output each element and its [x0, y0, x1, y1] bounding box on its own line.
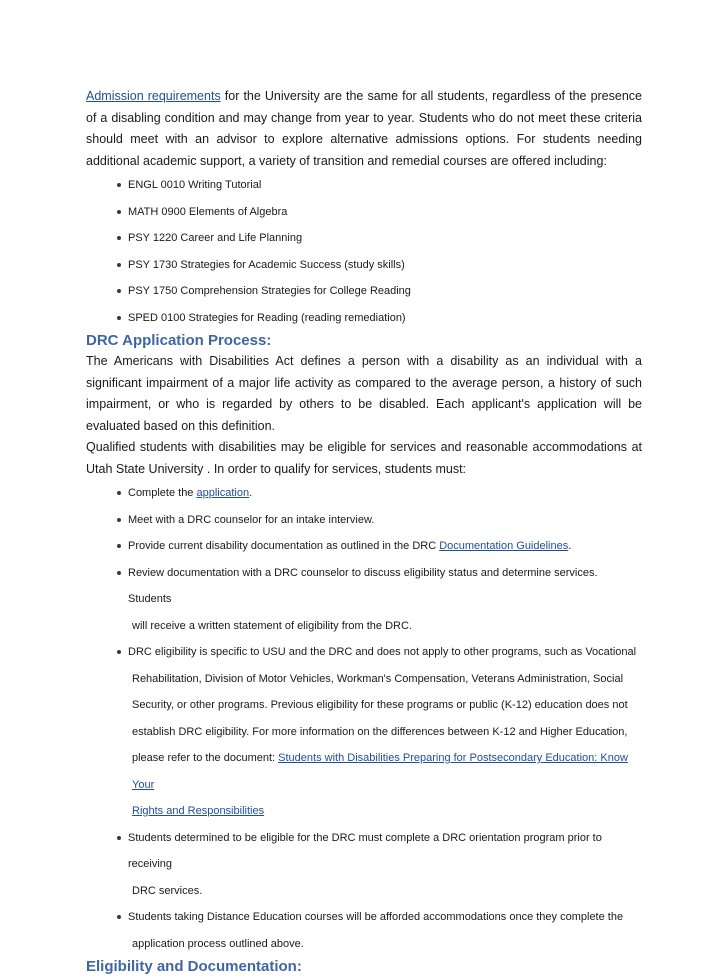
list-item: Provide current disability documentation as outlined in the DRC Documentation Guidelines.	[86, 533, 642, 560]
documentation-guidelines-link[interactable]: Documentation Guidelines	[439, 540, 569, 552]
eligibility-documentation-heading: Eligibility and Documentation:	[86, 958, 302, 975]
document-page	[86, 86, 642, 977]
requirements-list	[86, 480, 642, 957]
list-item: PSY 1730 Strategies for Academic Success (study skills)	[86, 252, 642, 279]
application-link[interactable]: application	[196, 487, 250, 499]
list-item: PSY 1750 Comprehension Strategies for College Reading	[86, 278, 642, 305]
admission-requirements-link[interactable]: Admission requirements	[86, 89, 221, 103]
rights-responsibilities-link[interactable]: Rights and Responsibilities	[132, 805, 265, 817]
list-item: Students determined to be eligible for the DRC must complete a DRC orientation program prior to receiving DRC services.	[86, 825, 642, 905]
list-item: Meet with a DRC counselor for an intake interview.	[86, 507, 642, 534]
list-item: SPED 0100 Strategies for Reading (reading remediation)	[86, 305, 642, 332]
list-item: DRC eligibility is specific to USU and the DRC and does not apply to other programs, such as Vocational Rehabilitation, Division of Motor Vehicles, Workman's Compensation, Veterans Administration, Social Security, or other programs. Previous eligibility for these programs or public (K-12) education does not establish DRC eligibility. For more information on the differences between K-12 and Higher Education, please refer to the document: Students with Disabilities Preparing for Postsecondary Education: Know Your Rights and Responsibilities	[86, 639, 642, 825]
list-item: ENGL 0010 Writing Tutorial	[86, 172, 642, 199]
qualification-paragraph: Qualified students with disabilities may be eligible for services and reasonable accommodations at Utah State University . In order to qualify for services, students must:	[86, 440, 642, 476]
ada-definition-paragraph: The Americans with Disabilities Act defines a person with a disability as an individual with a significant impairment of a major life activity as compared to the average person, a history of such impairment, or who is regarded by others to be disabled. Each applicant's application will be evaluated based on this definition.	[86, 354, 642, 433]
drc-application-heading: DRC Application Process:	[86, 332, 272, 349]
list-item: PSY 1220 Career and Life Planning	[86, 225, 642, 252]
students-with-disabilities-document-link[interactable]: Students with Disabilities Preparing for Postsecondary Education: Know Your	[132, 752, 628, 791]
intro-text: for the University are the same for all students, regardless of the presence of a disabling condition and may change from year to year. Students who do not meet these criteria should meet with an advisor to explore alternative admissions options. For students needing additional academic support, a variety of transition and remedial courses are offered including:	[86, 89, 642, 168]
list-item: Complete the application.	[86, 480, 642, 507]
list-item: Students taking Distance Education courses will be afforded accommodations once they complete the application process outlined above.	[86, 904, 642, 957]
list-item: MATH 0900 Elements of Algebra	[86, 199, 642, 226]
course-list	[86, 172, 642, 331]
list-item: Review documentation with a DRC counselor to discuss eligibility status and determine services. Students will receive a written statement of eligibility from the DRC.	[86, 560, 642, 640]
intro-paragraph	[86, 86, 642, 172]
